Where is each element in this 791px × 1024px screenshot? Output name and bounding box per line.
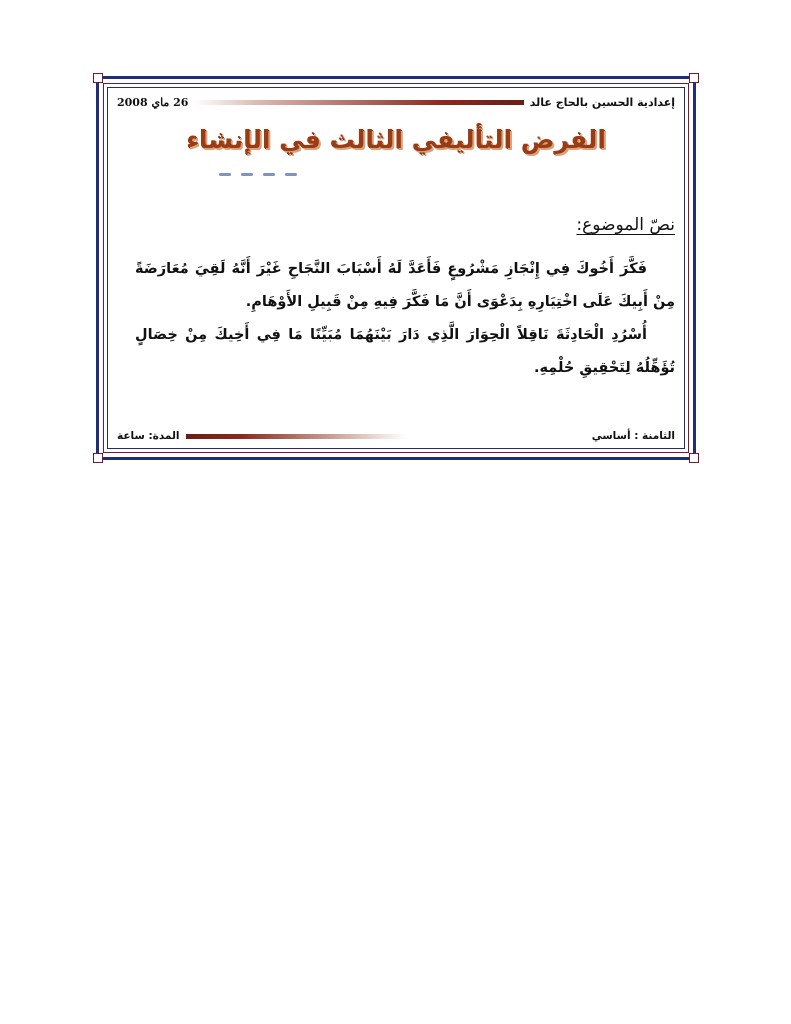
exam-sheet-frame <box>96 76 696 460</box>
frame-corner-ornament <box>689 73 699 83</box>
decoration-dash <box>241 173 253 176</box>
title-decoration <box>219 173 297 176</box>
grade-level: الثامنة : أساسي <box>591 430 675 442</box>
subject-paragraph-1: فَكَّرَ أَخُوكَ فِي إِنْجَازِ مَشْرُوعٍ فَأَعَدَّ لَهُ أَسْبَابَ النَّجَاحِ غَيْرَ أَنَّهُ لَقِيَ مُعَارَضَةً مِنْ أَبِيكَ عَلَى اخْتِيَارِهِ بِدَعْوَى أَنَّ مَا فَكَّرَ فِيهِ مِنْ قَبِيلِ الأَوْهَامِ. <box>135 261 675 310</box>
decoration-dash <box>285 173 297 176</box>
exam-footer <box>117 427 675 445</box>
subject-text <box>135 253 675 385</box>
exam-title: الفرض التأليفي الثالث في الإنشاء <box>186 125 606 154</box>
school-name: إعدادية الحسين بالحاج عالد <box>529 95 675 109</box>
header-divider <box>194 100 523 105</box>
exam-header <box>117 93 675 111</box>
frame-corner-ornament <box>93 453 103 463</box>
frame-corner-ornament <box>93 73 103 83</box>
exam-duration: المدة: ساعة <box>117 430 180 442</box>
exam-date: 26 ماي 2008 <box>117 95 189 109</box>
decoration-dash <box>219 173 231 176</box>
decoration-dash <box>263 173 275 176</box>
subject-paragraph-2: أُسْرُدِ الْحَادِثَةَ نَاقِلاً الْحِوَارَ الَّذِي دَارَ بَيْنَهُمَا مُبَيِّنًا مَا فِي أَخِيكَ مِنْ خِصَالٍ تُؤَهِّلُهُ لِتَحْقِيقِ حُلْمِهِ. <box>135 327 675 376</box>
subject-heading: نصّ الموضوع: <box>576 215 675 235</box>
footer-divider <box>186 434 406 439</box>
frame-corner-ornament <box>689 453 699 463</box>
